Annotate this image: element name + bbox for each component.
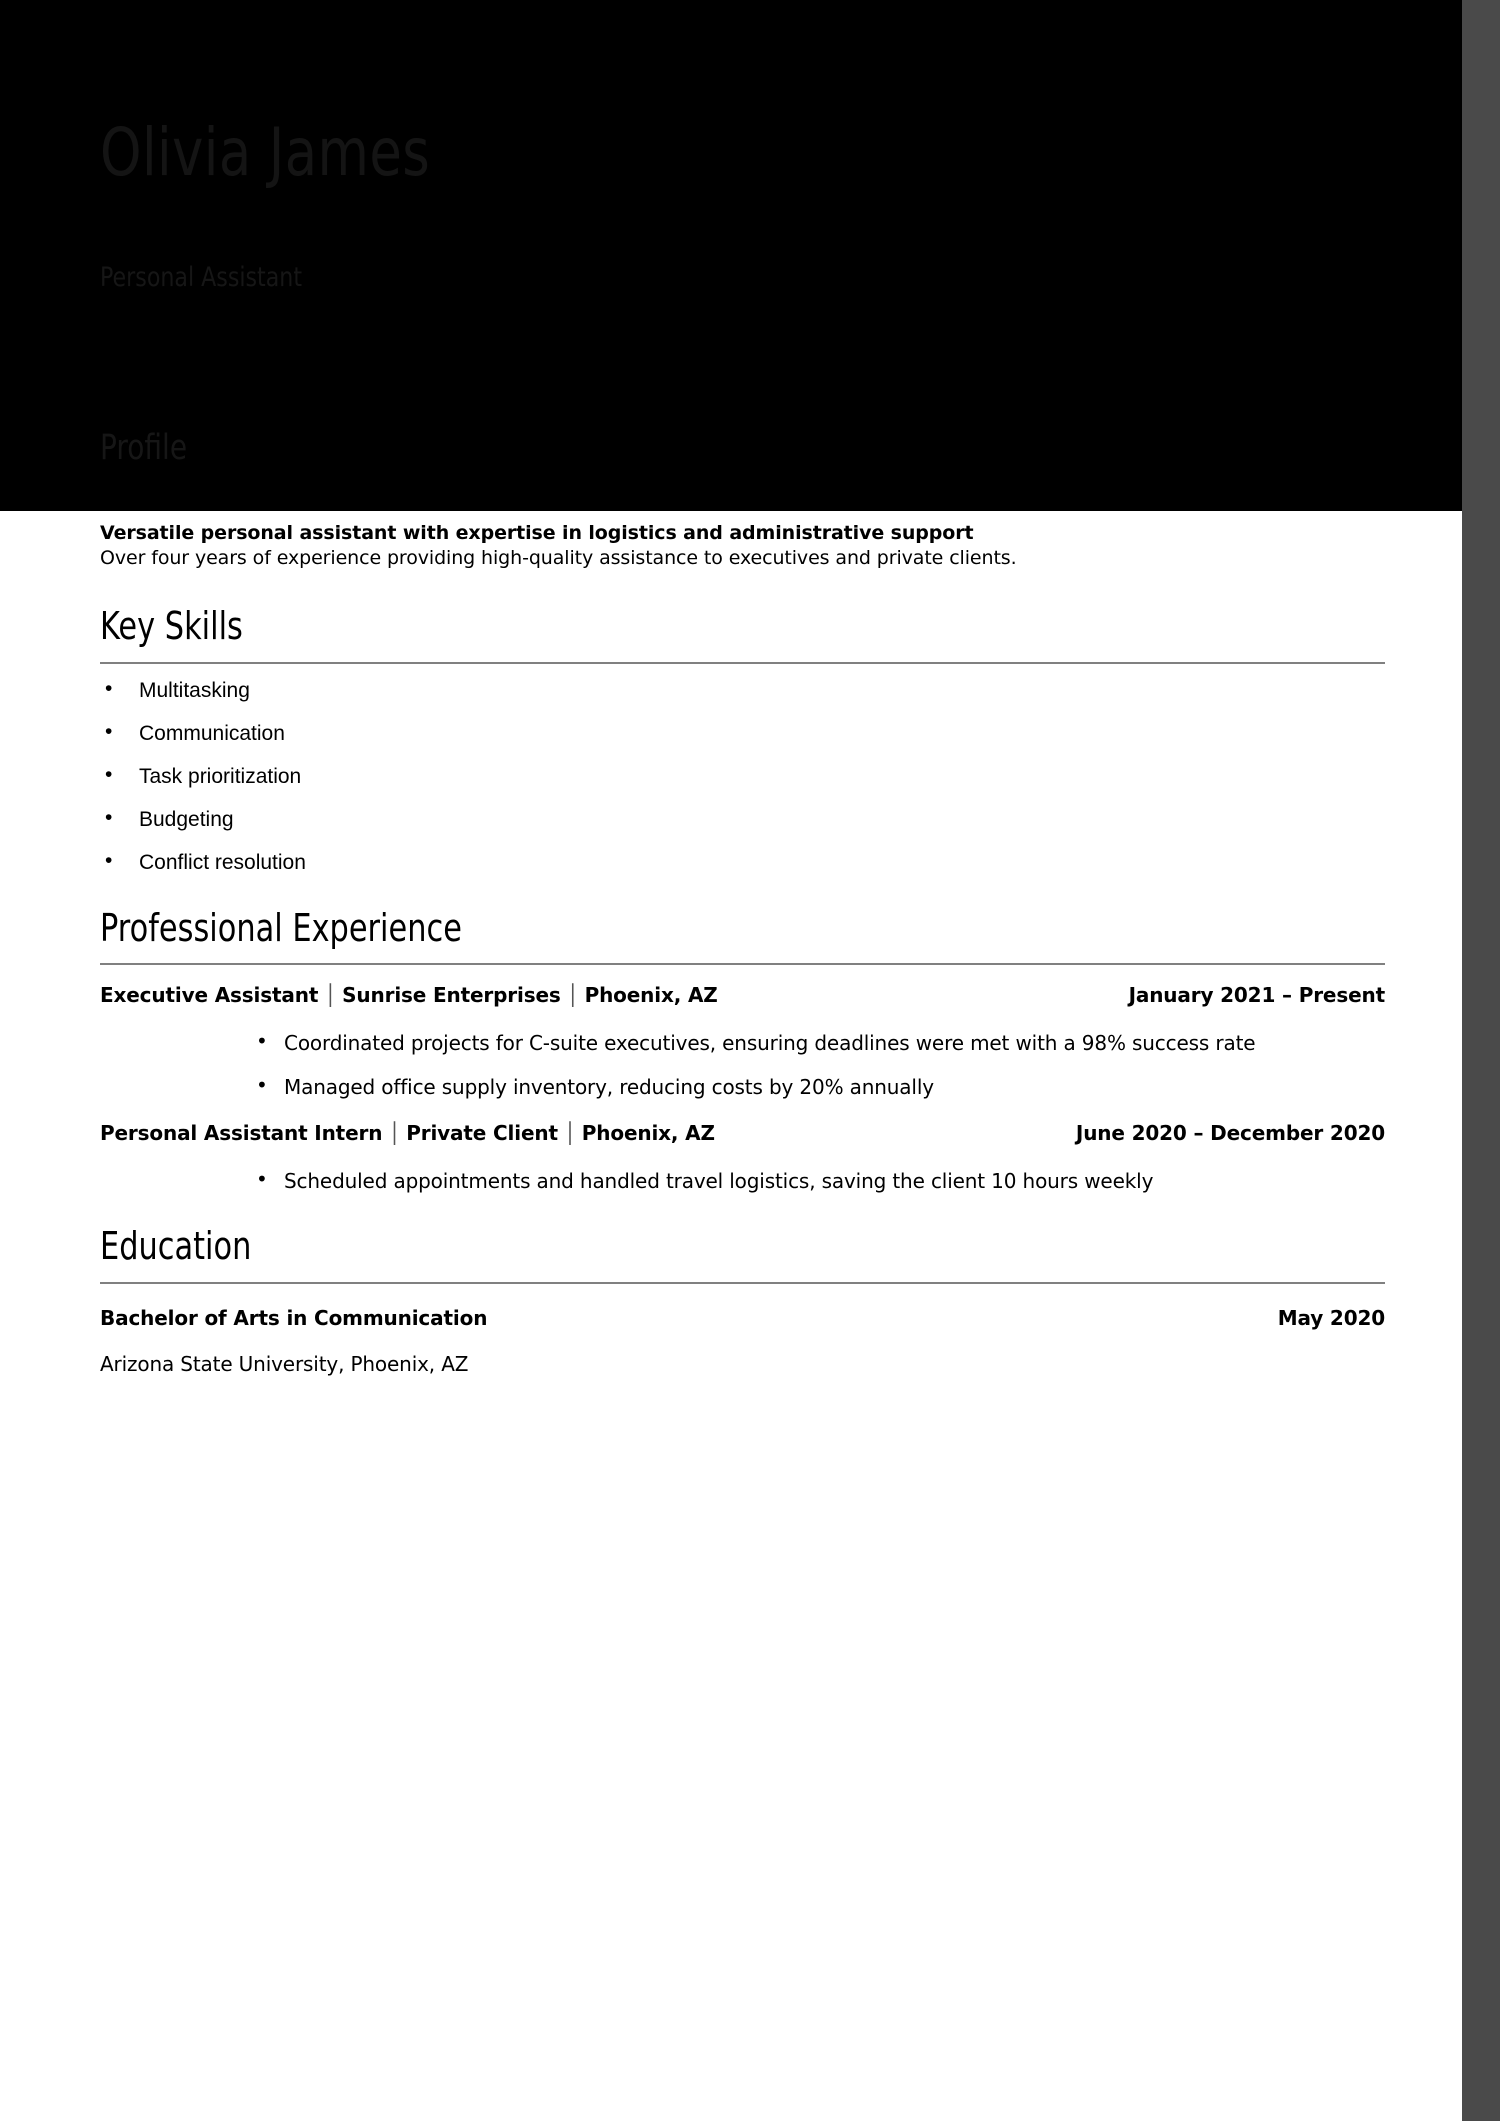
education-degree: Bachelor of Arts in Communication — [100, 1305, 488, 1330]
key-skills-section — [100, 605, 1385, 873]
duty-text: Coordinated projects for C-suite executives, ensuring deadlines were met with a 98% success rate — [284, 1031, 1256, 1056]
list-item — [100, 680, 1385, 701]
experience-duties-list — [100, 1031, 1385, 1100]
resume-content — [100, 511, 1385, 1376]
key-skills-list — [100, 680, 1385, 873]
profile-block — [100, 511, 1385, 571]
job-date-range: January 2021 – Present — [1128, 983, 1385, 1008]
job-position: Personal Assistant Intern — [100, 1121, 383, 1146]
education-title: Education — [100, 1224, 252, 1269]
separator-icon: │ — [563, 1121, 576, 1146]
job-location: Phoenix, AZ — [581, 1121, 715, 1146]
experience-entry-title — [100, 1121, 715, 1145]
skill-label: Budgeting — [139, 807, 234, 831]
duty-text: Managed office supply inventory, reducing costs by 20% annually — [284, 1075, 934, 1100]
list-item — [100, 809, 1385, 830]
experience-duties-list — [100, 1169, 1385, 1194]
education-section — [100, 1225, 1385, 1376]
key-skills-divider — [100, 662, 1385, 664]
skill-label: Conflict resolution — [139, 850, 306, 874]
education-school: Arizona State University, Phoenix, AZ — [100, 1351, 469, 1376]
skill-label: Communication — [139, 721, 285, 745]
experience-entry-header — [100, 983, 1385, 1007]
job-location: Phoenix, AZ — [584, 983, 718, 1008]
candidate-name: Olivia James — [100, 114, 431, 191]
list-item — [252, 1031, 1385, 1056]
job-position: Executive Assistant — [100, 983, 319, 1008]
resume-header-band — [0, 0, 1462, 511]
job-company: Private Client — [406, 1121, 558, 1146]
key-skills-title: Key Skills — [100, 604, 243, 649]
experience-entry — [100, 983, 1385, 1100]
experience-section — [100, 907, 1385, 1192]
experience-entry-header — [100, 1121, 1385, 1145]
profile-lead-text: Versatile personal assistant with expertise in logistics and administrative support — [100, 522, 974, 544]
candidate-role: Personal Assistant — [100, 262, 303, 293]
profile-body-text: Over four years of experience providing high-quality assistance to executives and private clients. — [100, 547, 1017, 570]
list-item — [100, 852, 1385, 873]
duty-text: Scheduled appointments and handled travel logistics, saving the client 10 hours weekly — [284, 1169, 1154, 1194]
vertical-scrollbar[interactable] — [1462, 0, 1500, 2121]
separator-icon: │ — [566, 983, 579, 1008]
education-date: May 2020 — [1277, 1305, 1385, 1330]
job-date-range: June 2020 – December 2020 — [1075, 1121, 1385, 1146]
experience-entry — [100, 1121, 1385, 1194]
skill-label: Multitasking — [139, 678, 250, 702]
list-item — [100, 766, 1385, 787]
separator-icon: │ — [388, 1121, 401, 1146]
separator-icon: │ — [324, 983, 337, 1008]
profile-section-heading: Profile — [100, 428, 188, 468]
education-entry-header — [100, 1306, 1385, 1330]
skill-label: Task prioritization — [139, 764, 302, 788]
experience-divider — [100, 963, 1385, 965]
list-item — [252, 1169, 1385, 1194]
education-divider — [100, 1282, 1385, 1284]
experience-entry-title — [100, 983, 718, 1007]
job-company: Sunrise Enterprises — [342, 983, 561, 1008]
list-item — [252, 1075, 1385, 1100]
list-item — [100, 723, 1385, 744]
experience-title: Professional Experience — [100, 905, 462, 950]
